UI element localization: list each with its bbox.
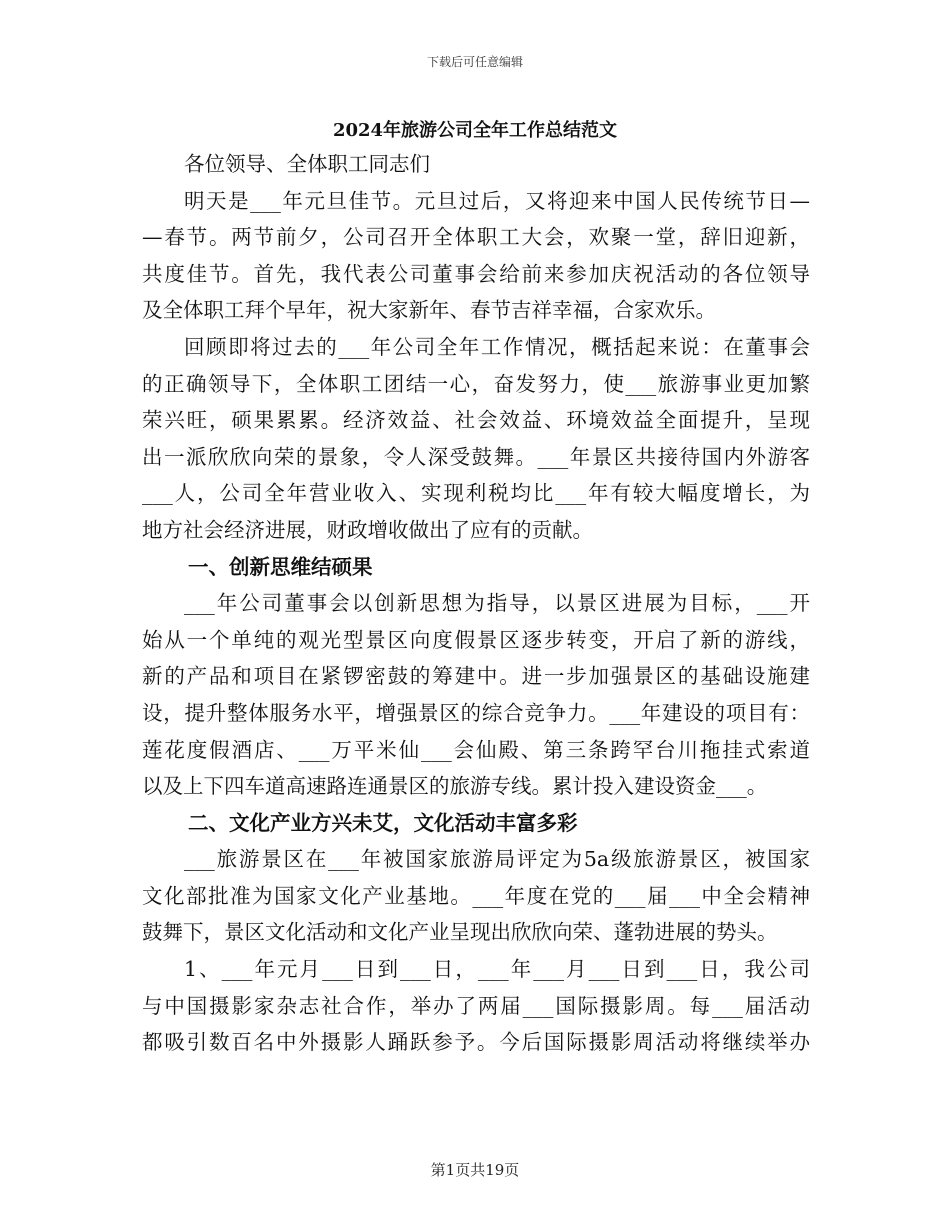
paragraph-line: 莲花度假酒店、___万平米仙___会仙殿、第三条跨罕台川拖挂式索道 <box>142 737 810 762</box>
paragraph-line: —春节。两节前夕，公司召开全体职工大会，欢聚一堂，辞旧迎新， <box>142 225 810 250</box>
paragraph-line: 明天是___年元旦佳节。元旦过后，又将迎来中国人民传统节日— <box>184 188 810 213</box>
paragraph-line: ___人，公司全年营业收入、实现利税均比___年有较大幅度增长，为 <box>142 481 810 506</box>
paragraph-line: ___旅游景区在___年被国家旅游局评定为5a级旅游景区，被国家 <box>184 847 810 872</box>
paragraph-line: 出一派欣欣向荣的景象，令人深受鼓舞。___年景区共接待国内外游客 <box>142 444 810 469</box>
paragraph-line: 设，提升整体服务水平，增强景区的综合竞争力。___年建设的项目有： <box>142 700 810 725</box>
paragraph-line: 始从一个单纯的观光型景区向度假景区逐步转变，开启了新的游线， <box>142 627 810 652</box>
page-number: 第1页共19页 <box>430 1161 520 1179</box>
paragraph-line: ___年公司董事会以创新思想为指导，以景区进展为目标，___开 <box>184 591 810 616</box>
paragraph-line: 以及上下四车道高速路连通景区的旅游专线。累计投入建设资金___。 <box>142 774 768 799</box>
header-note: 下载后可任意编辑 <box>426 55 523 69</box>
paragraph-line: 鼓舞下，景区文化活动和文化产业呈现出欣欣向荣、蓬勃进展的势头。 <box>142 920 778 945</box>
paragraph-line: 与中国摄影家杂志社合作，举办了两届___国际摄影周。每___届活动 <box>142 993 810 1018</box>
document-body <box>142 146 810 1061</box>
paragraph-line: 文化部批准为国家文化产业基地。___年度在党的___届___中全会精神 <box>142 883 810 908</box>
paragraph-line: 回顾即将过去的___年公司全年工作情况，概括起来说：在董事会 <box>184 334 810 359</box>
section-heading: 二、文化产业方兴未艾，文化活动丰富多彩 <box>188 810 578 835</box>
paragraph-line: 荣兴旺，硕果累累。经济效益、社会效益、环境效益全面提升，呈现 <box>142 408 810 433</box>
paragraph-line: 1、___年元月___日到___日，___年___月___日到___日，我公司 <box>184 957 810 982</box>
paragraph-line: 都吸引数百名中外摄影人踊跃参予。今后国际摄影周活动将继续举办 <box>142 1030 810 1055</box>
document-title: 2024年旅游公司全年工作总结范文 <box>332 120 618 141</box>
paragraph-line: 的正确领导下，全体职工团结一心，奋发努力，使___旅游事业更加繁 <box>142 371 810 396</box>
section-heading: 一、创新思维结硕果 <box>188 554 373 579</box>
paragraph-line: 新的产品和项目在紧锣密鼓的筹建中。进一步加强景区的基础设施建 <box>142 664 810 689</box>
salutation-line: 各位领导、全体职工同志们 <box>184 152 430 176</box>
paragraph-line: 地方社会经济进展，财政增收做出了应有的贡献。 <box>142 517 593 542</box>
paragraph-line: 共度佳节。首先，我代表公司董事会给前来参加庆祝活动的各位领导 <box>142 261 810 286</box>
paragraph-line: 及全体职工拜个早年，祝大家新年、春节吉祥幸福，合家欢乐。 <box>142 298 716 323</box>
